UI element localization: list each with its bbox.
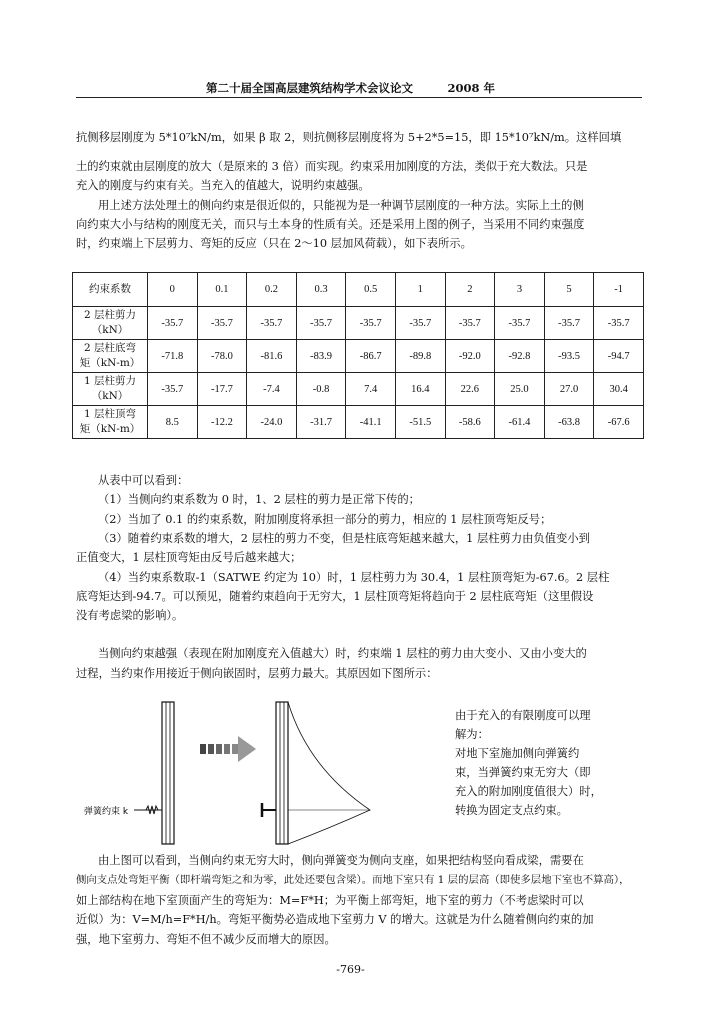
para2-line3: 时，约束端上下层剪力、弯矩的反应（只在 2～10 层加风荷载），如下表所示。 bbox=[76, 237, 472, 250]
table-cell: -35.7 bbox=[594, 307, 644, 340]
row-label-line: 2 层柱剪力 bbox=[83, 309, 137, 321]
para4-line2: 侧向支点处弯矩平衡（即杆端弯矩之和为零，此处还要包含梁）。而地下室只有 1 层的层高（即使多层地下室也不算高）， bbox=[76, 874, 630, 886]
table-cell: -67.6 bbox=[594, 406, 644, 439]
table-col-header: 0.1 bbox=[197, 273, 247, 307]
para4-line4: 近似）为：V=M/h=F*H/h。弯矩平衡势必造成地下室剪力 V 的增大。这就是为什么随着侧向约束的加 bbox=[76, 913, 594, 926]
table-col-header: 0.3 bbox=[296, 273, 346, 307]
table-cell: 25.0 bbox=[495, 373, 545, 406]
observations-intro: 从表中可以看到： bbox=[98, 474, 189, 487]
para2-line1: 用上述方法处理土的侧向约束是很近似的，只能视为是一种调节层刚度的一种方法。实际上土的侧 bbox=[98, 199, 584, 212]
table-cell: -41.1 bbox=[346, 406, 396, 439]
table-col-header: 0.2 bbox=[247, 273, 297, 307]
table-cell: -83.9 bbox=[296, 340, 346, 373]
observation-1: （1）当侧向约束系数为 0 时，1、2 层柱的剪力是正常下传的； bbox=[98, 493, 420, 506]
para1-line3: 充入的刚度与约束有关。当充入的值越大，说明约束越强。 bbox=[76, 179, 370, 192]
table-cell: -78.0 bbox=[197, 340, 247, 373]
spring-constraint-figure bbox=[84, 698, 444, 848]
table-cell: -35.7 bbox=[296, 307, 346, 340]
para4-line3: 如上部结构在地下室顶面产生的弯矩为：M=F*H；为平衡上部弯矩，地下室的剪力（不考虑梁时可以 bbox=[76, 894, 584, 907]
fixed-support-icon bbox=[262, 803, 276, 817]
table-cell: -7.4 bbox=[247, 373, 297, 406]
row-label-line: 2 层柱底弯 bbox=[83, 342, 137, 354]
table-col-header: 0.5 bbox=[346, 273, 396, 307]
table-cell: 16.4 bbox=[395, 373, 445, 406]
observation-4c: 没有考虑梁的影响）。 bbox=[76, 609, 184, 622]
table-cell: -86.7 bbox=[346, 340, 396, 373]
para3-line2: 过程，当约束作用接近于侧向嵌固时，层剪力最大。其原因如下图所示： bbox=[76, 667, 438, 680]
figure-caption-line: 束，当弹簧约束无穷大（即 bbox=[455, 766, 591, 779]
figure-caption-line: 充入的附加刚度值很大）时， bbox=[455, 785, 602, 798]
table-cell: -35.7 bbox=[445, 307, 495, 340]
para4-line5: 强，地下室剪力、弯矩不但不减少反而增大的原因。 bbox=[76, 933, 336, 946]
table-cell: -35.7 bbox=[148, 307, 198, 340]
observation-4b: 底弯矩达到-94.7。可以预见，随着约束趋向于无穷大，1 层柱顶弯矩将趋向于 2 层柱底弯矩（这里假设 bbox=[76, 590, 594, 603]
figure-caption-line: 由于充入的有限刚度可以理 bbox=[455, 709, 591, 722]
spring-label: 弹簧约束 k bbox=[84, 807, 129, 817]
observation-3b: 正值变大，1 层柱顶弯矩由反号后越来越大； bbox=[76, 551, 302, 564]
right-column-outer bbox=[276, 702, 288, 844]
table-cell: -92.0 bbox=[445, 340, 495, 373]
table-col-header: 0 bbox=[148, 273, 198, 307]
table-header-row bbox=[73, 273, 644, 307]
table-cell: -12.2 bbox=[197, 406, 247, 439]
para3-line1: 当侧向约束越强（表现在附加刚度充入值越大）时，约束端 1 层柱的剪力由大变小、又由小变大的 bbox=[98, 647, 587, 660]
table-cell: 27.0 bbox=[544, 373, 594, 406]
table-cell: -92.8 bbox=[495, 340, 545, 373]
table-cell: -35.7 bbox=[197, 307, 247, 340]
table-row bbox=[73, 340, 644, 373]
page-number: -769- bbox=[336, 963, 365, 976]
table-cell: -35.7 bbox=[395, 307, 445, 340]
para2-line2: 向约束大小与结构的刚度无关，而只与土本身的性质有关。还是采用上图的例子，当采用不同约束强度 bbox=[76, 218, 585, 231]
observation-2: （2）当加了 0.1 的约束系数，附加刚度将承担一部分的剪力，相应的 1 层柱顶弯矩反号； bbox=[98, 513, 552, 526]
row-label-line: 1 层柱顶弯 bbox=[83, 408, 137, 420]
table-cell: -35.7 bbox=[346, 307, 396, 340]
table-cell: -35.7 bbox=[544, 307, 594, 340]
table-cell: -71.8 bbox=[148, 340, 198, 373]
row-label-line: 1 层柱剪力 bbox=[83, 375, 137, 387]
table-col-header: 1 bbox=[395, 273, 445, 307]
table-row bbox=[73, 307, 644, 340]
table-cell: -35.7 bbox=[247, 307, 297, 340]
table-cell: 22.6 bbox=[445, 373, 495, 406]
table-cell: -63.8 bbox=[544, 406, 594, 439]
row-label-unit: 矩（kN-m） bbox=[79, 423, 141, 435]
table-cell: -58.6 bbox=[445, 406, 495, 439]
observation-3a: （3）随着约束系数的增大，2 层柱的剪力不变，但是柱底弯矩越来越大，1 层柱剪力由负值变小到 bbox=[98, 532, 590, 545]
table-cell: -17.7 bbox=[197, 373, 247, 406]
table-cell: -35.7 bbox=[148, 373, 198, 406]
figure-caption-line: 对地下室施加侧向弹簧约 bbox=[455, 747, 580, 760]
header-rule bbox=[76, 97, 642, 98]
para1-line2: 土的约束就由层刚度的放大（是原来的 3 倍）而实现。约束采用加刚度的方法，类似于充大数法。只是 bbox=[76, 160, 588, 173]
table-cell: 7.4 bbox=[346, 373, 396, 406]
left-column-outer bbox=[162, 702, 174, 844]
transform-arrow-icon bbox=[200, 736, 256, 762]
para4-line1: 由上图可以看到，当侧向约束无穷大时，侧向弹簧变为侧向支座，如果把结构竖向看成梁，需要在 bbox=[98, 854, 584, 867]
para1-line1: 抗侧移层刚度为 5*10⁷kN/m，如果 β 取 2，则抗侧移层刚度将为 5+2*5=15，即 15*10⁷kN/m。这样回填 bbox=[76, 131, 622, 144]
table-cell: -0.8 bbox=[296, 373, 346, 406]
row-label-unit: 矩（kN-m） bbox=[79, 357, 141, 369]
table-header-label: 约束系数 bbox=[73, 273, 148, 307]
table-col-header: 3 bbox=[495, 273, 545, 307]
table-cell: -93.5 bbox=[544, 340, 594, 373]
table-row bbox=[73, 406, 644, 439]
table-cell: -89.8 bbox=[395, 340, 445, 373]
table-cell: 8.5 bbox=[148, 406, 198, 439]
row-label-unit: （kN） bbox=[91, 390, 129, 402]
table-cell: -81.6 bbox=[247, 340, 297, 373]
constraint-results-table bbox=[72, 272, 644, 439]
table-row-label bbox=[73, 406, 148, 439]
running-header: 第二十届全国高层建筑结构学术会议论文 2008 年 bbox=[205, 81, 495, 95]
figure-caption-line: 转换为固定支点约束。 bbox=[455, 804, 568, 817]
table-col-header: -1 bbox=[594, 273, 644, 307]
table-row bbox=[73, 373, 644, 406]
figure-caption-line: 解为： bbox=[455, 728, 489, 741]
observation-4a: （4）当约束系数取-1（SATWE 约定为 10）时，1 层柱剪力为 30.4，1 层柱顶弯矩为-67.6。2 层柱 bbox=[98, 571, 610, 584]
table-row-label bbox=[73, 340, 148, 373]
table-row-label bbox=[73, 373, 148, 406]
table-cell: -61.4 bbox=[495, 406, 545, 439]
table-cell: 30.4 bbox=[594, 373, 644, 406]
table-col-header: 2 bbox=[445, 273, 495, 307]
moment-diagram bbox=[288, 702, 370, 844]
table-row-label bbox=[73, 307, 148, 340]
row-label-unit: （kN） bbox=[91, 324, 129, 336]
table-cell: -24.0 bbox=[247, 406, 297, 439]
table-cell: -31.7 bbox=[296, 406, 346, 439]
table-cell: -94.7 bbox=[594, 340, 644, 373]
table-cell: -35.7 bbox=[495, 307, 545, 340]
table-col-header: 5 bbox=[544, 273, 594, 307]
table-cell: -51.5 bbox=[395, 406, 445, 439]
